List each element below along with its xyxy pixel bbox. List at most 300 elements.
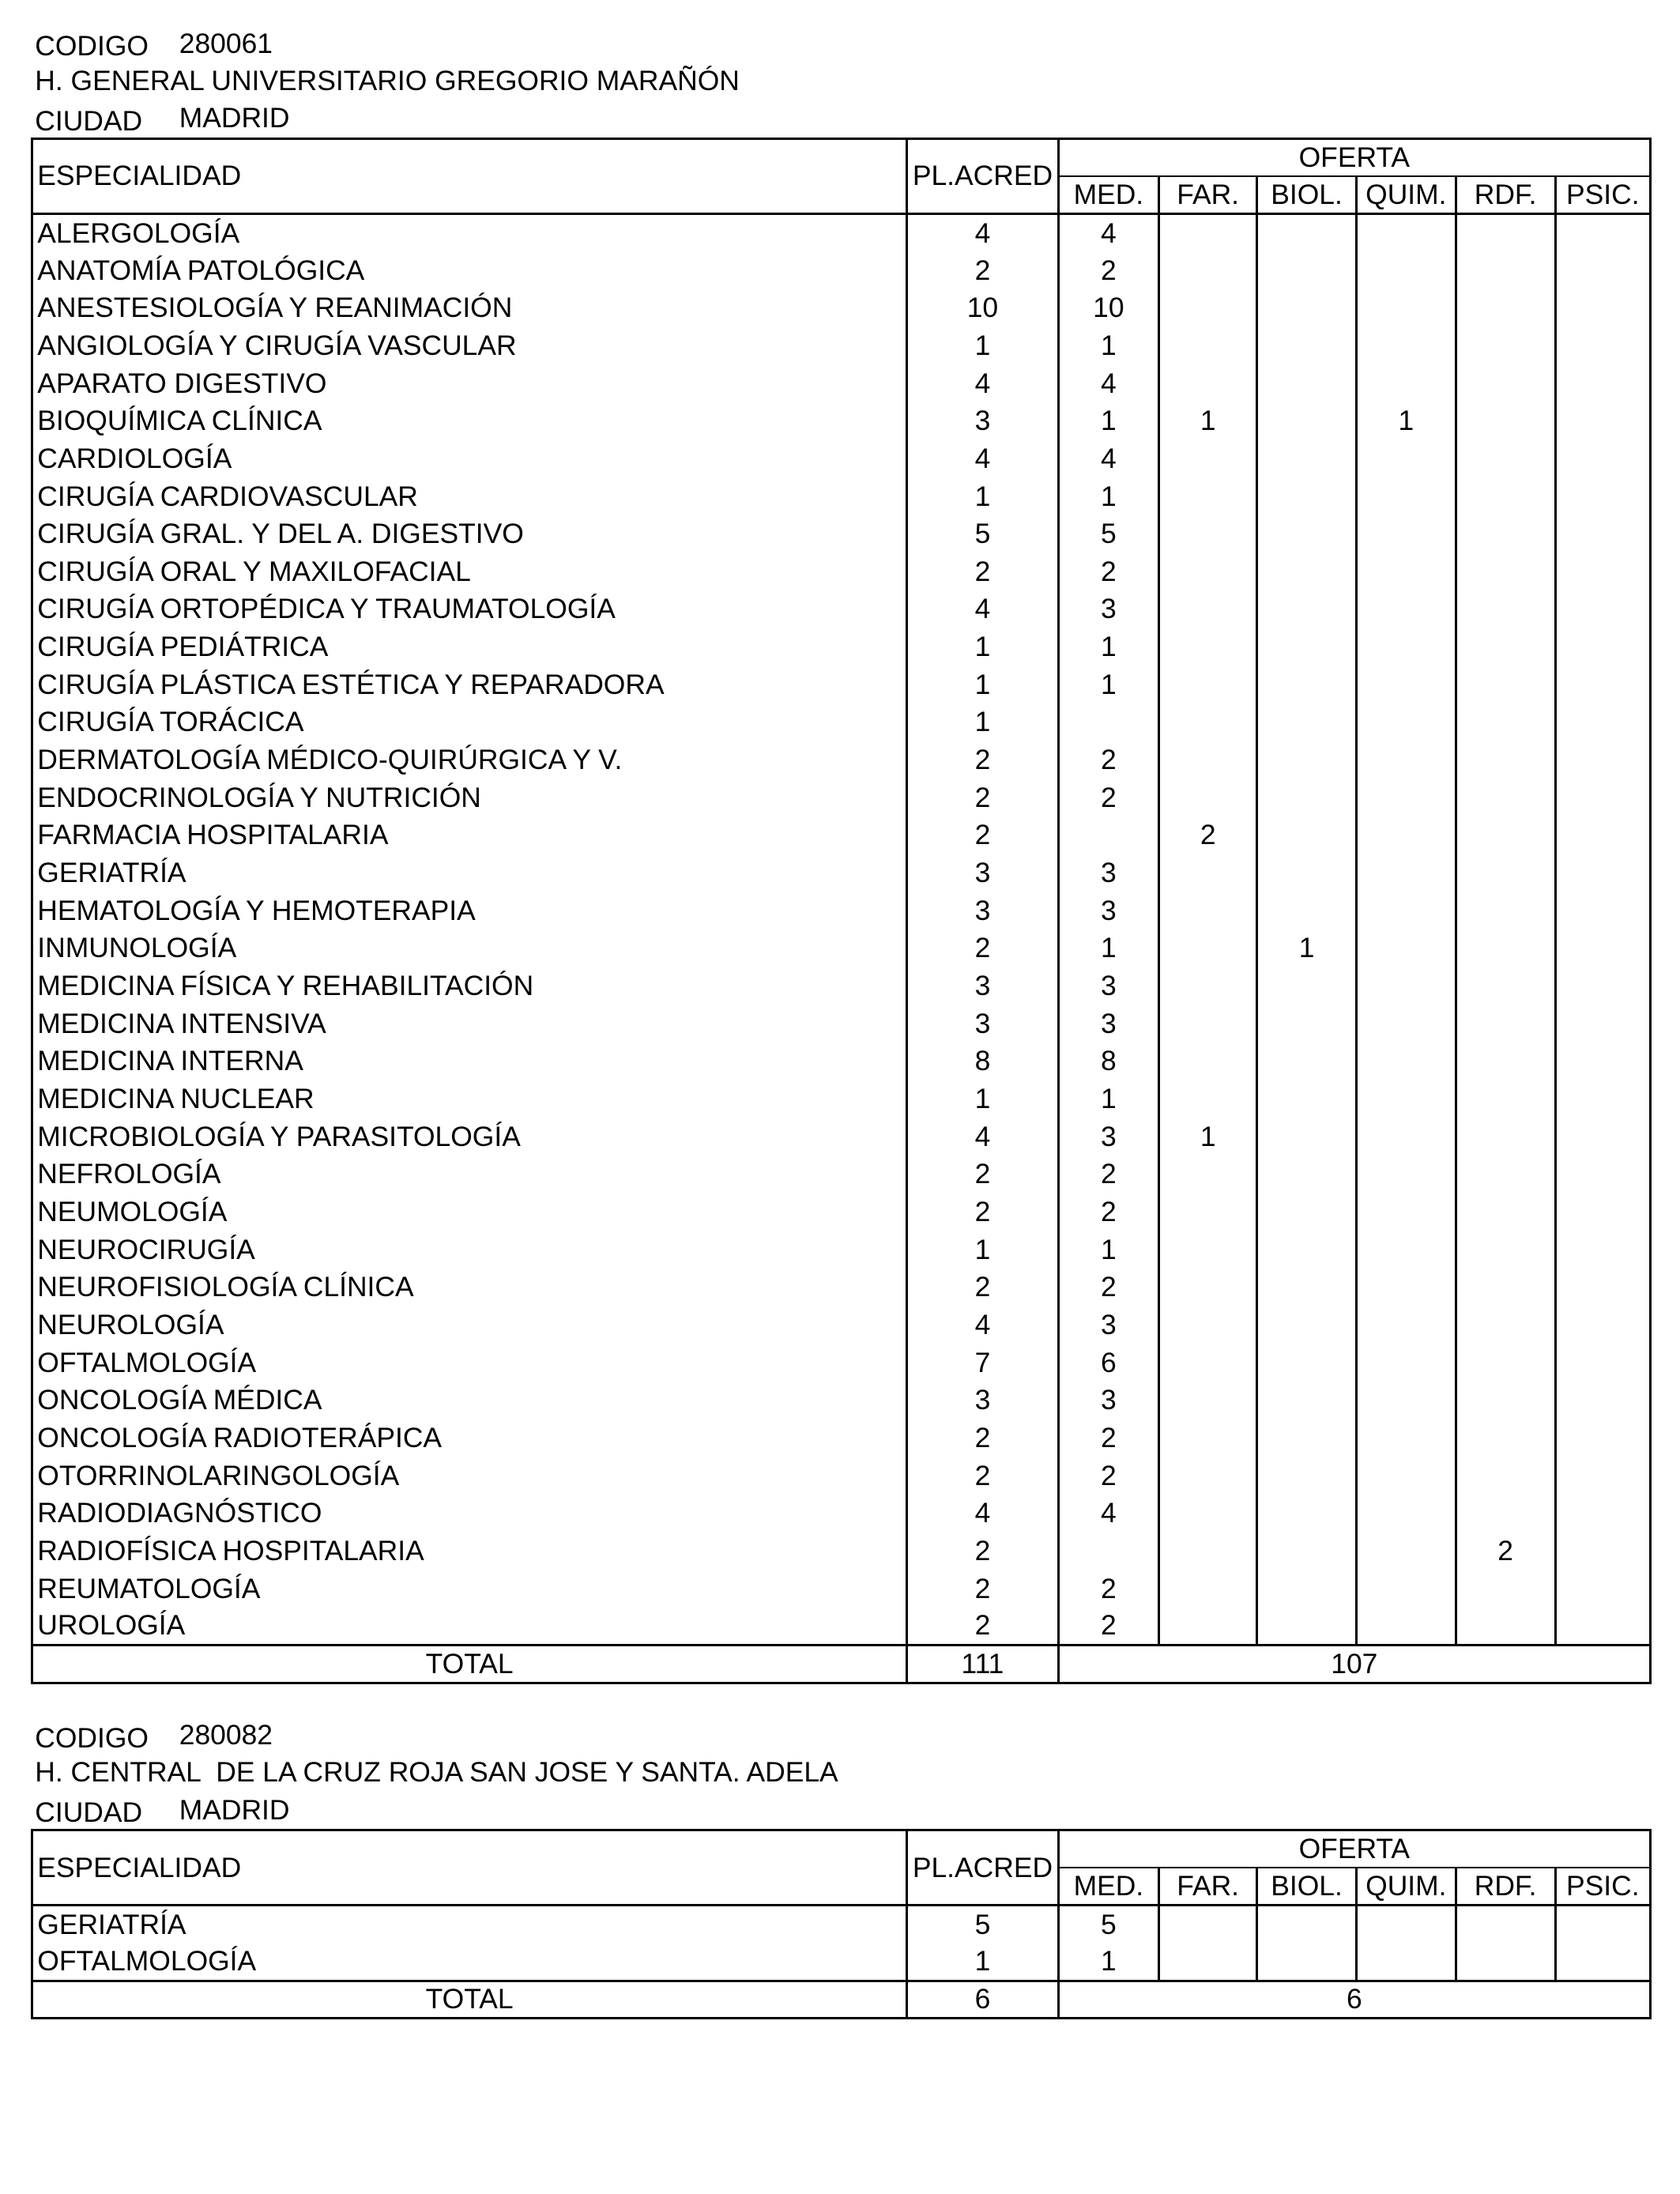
especialidad-cell: CIRUGÍA GRAL. Y DEL A. DIGESTIVO (37, 518, 524, 550)
med-cell: 5 (1058, 515, 1159, 553)
placred-cell: 5 (907, 1906, 1058, 1943)
table-row (32, 1269, 1650, 1306)
header-placred: PL.ACRED (907, 138, 1058, 213)
psic-cell (1555, 628, 1651, 666)
biol-cell (1257, 892, 1357, 929)
table-row (32, 892, 1650, 929)
quim-cell (1356, 929, 1456, 967)
quim-cell (1356, 214, 1456, 252)
rdf-cell (1456, 515, 1555, 553)
especialidad-cell: CARDIOLOGÍA (37, 442, 232, 474)
quim-cell: 1 (1356, 402, 1456, 440)
table-row (32, 1042, 1650, 1080)
psic-cell (1555, 1532, 1651, 1570)
psic-cell (1555, 1118, 1651, 1155)
biol-cell (1257, 1005, 1357, 1042)
psic-cell (1555, 1906, 1651, 1943)
quim-cell (1356, 289, 1456, 327)
table-row (32, 1943, 1650, 1981)
placred-cell: 2 (907, 1419, 1058, 1457)
rdf-cell (1456, 1344, 1555, 1382)
especialidad-cell: MEDICINA FÍSICA Y REHABILITACIÓN (37, 970, 534, 1002)
placred-cell: 2 (907, 251, 1058, 289)
rdf-cell (1456, 1118, 1555, 1155)
placred-cell: 10 (907, 289, 1058, 327)
especialidad-cell: NEUROFISIOLOGÍA CLÍNICA (37, 1271, 414, 1303)
placred-cell: 3 (907, 892, 1058, 929)
table-row (32, 967, 1650, 1005)
table-row (32, 477, 1650, 515)
rdf-cell (1456, 1155, 1555, 1193)
rdf-cell (1456, 214, 1555, 252)
far-cell (1159, 440, 1257, 478)
biol-cell (1257, 1118, 1357, 1155)
table-row (32, 1419, 1650, 1457)
placred-cell: 4 (907, 364, 1058, 402)
med-cell (1058, 1532, 1159, 1570)
far-cell (1159, 1943, 1257, 1981)
especialidad-cell: ANESTESIOLOGÍA Y REANIMACIÓN (37, 292, 513, 324)
rdf-cell (1456, 628, 1555, 666)
quim-cell (1356, 1005, 1456, 1042)
rdf-cell (1456, 1005, 1555, 1042)
placred-cell: 8 (907, 1042, 1058, 1080)
far-cell (1159, 1344, 1257, 1382)
far-cell (1159, 1155, 1257, 1193)
especialidad-cell: INMUNOLOGÍA (37, 932, 237, 964)
quim-cell (1356, 967, 1456, 1005)
far-cell (1159, 552, 1257, 590)
med-cell: 2 (1058, 552, 1159, 590)
rdf-cell (1456, 289, 1555, 327)
rdf-cell (1456, 1193, 1555, 1231)
placred-cell: 2 (907, 778, 1058, 816)
placred-cell: 3 (907, 402, 1058, 440)
far-cell (1159, 854, 1257, 892)
especialidad-cell: CIRUGÍA ORTOPÉDICA Y TRAUMATOLOGÍA (37, 593, 616, 625)
placred-cell: 1 (907, 1080, 1058, 1118)
especialidad-cell: OTORRINOLARINGOLOGÍA (37, 1459, 400, 1491)
especialidad-cell: REUMATOLOGÍA (37, 1572, 261, 1604)
specialties-table (31, 138, 1652, 1684)
biol-cell (1257, 1608, 1357, 1646)
total-oferta: 107 (1058, 1646, 1650, 1683)
codigo-value: 280061 (179, 27, 273, 59)
med-cell: 8 (1058, 1042, 1159, 1080)
especialidad-cell: FARMACIA HOSPITALARIA (37, 819, 389, 851)
rdf-cell (1456, 552, 1555, 590)
table-row (32, 214, 1650, 252)
far-cell (1159, 628, 1257, 666)
header-med: MED. (1058, 1868, 1159, 1906)
placred-cell: 1 (907, 628, 1058, 666)
psic-cell (1555, 703, 1651, 741)
header-especialidad: ESPECIALIDAD (32, 138, 906, 213)
header-rdf: RDF. (1456, 1868, 1555, 1906)
quim-cell (1356, 552, 1456, 590)
especialidad-cell: ALERGOLOGÍA (37, 217, 240, 249)
table-row (32, 1382, 1650, 1419)
placred-cell: 1 (907, 477, 1058, 515)
rdf-cell (1456, 590, 1555, 628)
rdf-cell (1456, 703, 1555, 741)
biol-cell (1257, 1042, 1357, 1080)
quim-cell (1356, 703, 1456, 741)
especialidad-cell: NEUROCIRUGÍA (37, 1233, 255, 1265)
table-row (32, 741, 1650, 779)
table-row (32, 289, 1650, 327)
quim-cell (1356, 741, 1456, 779)
ciudad-label: CIUDAD (35, 105, 143, 137)
med-cell (1058, 703, 1159, 741)
quim-cell (1356, 1457, 1456, 1495)
table-row (32, 929, 1650, 967)
psic-cell (1555, 1042, 1651, 1080)
psic-cell (1555, 251, 1651, 289)
table-row (32, 1155, 1650, 1193)
biol-cell (1257, 741, 1357, 779)
psic-cell (1555, 515, 1651, 553)
psic-cell (1555, 967, 1651, 1005)
biol-cell (1257, 1080, 1357, 1118)
med-cell: 1 (1058, 665, 1159, 703)
table-row (32, 1231, 1650, 1269)
psic-cell (1555, 289, 1651, 327)
med-cell: 6 (1058, 1344, 1159, 1382)
especialidad-cell: ENDOCRINOLOGÍA Y NUTRICIÓN (37, 781, 481, 813)
especialidad-cell: DERMATOLOGÍA MÉDICO-QUIRÚRGICA Y V. (37, 744, 623, 776)
biol-cell (1257, 1269, 1357, 1306)
header-far: FAR. (1159, 176, 1257, 214)
placred-cell: 2 (907, 552, 1058, 590)
rdf-cell (1456, 1943, 1555, 1981)
placred-cell: 2 (907, 1193, 1058, 1231)
psic-cell (1555, 1193, 1651, 1231)
biol-cell (1257, 967, 1357, 1005)
placred-cell: 1 (907, 327, 1058, 365)
med-cell: 2 (1058, 1193, 1159, 1231)
quim-cell (1356, 1943, 1456, 1981)
rdf-cell (1456, 1382, 1555, 1419)
placred-cell: 1 (907, 665, 1058, 703)
hospital-name: H. CENTRAL DE LA CRUZ ROJA SAN JOSE Y SANTA. ADELA (35, 1756, 838, 1789)
hospital-name: H. GENERAL UNIVERSITARIO GREGORIO MARAÑÓN (35, 65, 740, 97)
med-cell: 3 (1058, 1118, 1159, 1155)
med-cell: 5 (1058, 1906, 1159, 1943)
med-cell: 2 (1058, 778, 1159, 816)
biol-cell (1257, 477, 1357, 515)
quim-cell (1356, 854, 1456, 892)
med-cell: 4 (1058, 364, 1159, 402)
header-far: FAR. (1159, 1868, 1257, 1906)
placred-cell: 2 (907, 1155, 1058, 1193)
header-med: MED. (1058, 176, 1159, 214)
far-cell (1159, 251, 1257, 289)
biol-cell (1257, 1306, 1357, 1344)
rdf-cell (1456, 1306, 1555, 1344)
psic-cell (1555, 929, 1651, 967)
med-cell: 2 (1058, 1269, 1159, 1306)
quim-cell (1356, 1419, 1456, 1457)
psic-cell (1555, 1344, 1651, 1382)
header-especialidad: ESPECIALIDAD (32, 1830, 906, 1905)
placred-cell: 3 (907, 1382, 1058, 1419)
med-cell: 1 (1058, 1231, 1159, 1269)
far-cell (1159, 1906, 1257, 1943)
psic-cell (1555, 1943, 1651, 1981)
codigo-value: 280082 (179, 1719, 273, 1751)
rdf-cell (1456, 327, 1555, 365)
biol-cell (1257, 1943, 1357, 1981)
table-row (32, 251, 1650, 289)
quim-cell (1356, 1382, 1456, 1419)
placred-cell: 4 (907, 1495, 1058, 1532)
quim-cell (1356, 327, 1456, 365)
ciudad-label: CIUDAD (35, 1796, 143, 1829)
med-cell: 1 (1058, 929, 1159, 967)
header-quim: QUIM. (1356, 1868, 1456, 1906)
placred-cell: 2 (907, 741, 1058, 779)
table-row (32, 590, 1650, 628)
placred-cell: 3 (907, 1005, 1058, 1042)
placred-cell: 2 (907, 929, 1058, 967)
rdf-cell (1456, 929, 1555, 967)
table-row (32, 440, 1650, 478)
med-cell: 3 (1058, 854, 1159, 892)
far-cell (1159, 1193, 1257, 1231)
especialidad-cell: ANATOMÍA PATOLÓGICA (37, 254, 365, 286)
med-cell: 2 (1058, 1419, 1159, 1457)
header-psic: PSIC. (1555, 1868, 1651, 1906)
biol-cell (1257, 1570, 1357, 1608)
header-placred: PL.ACRED (907, 1830, 1058, 1905)
table-row (32, 1344, 1650, 1382)
far-cell (1159, 778, 1257, 816)
psic-cell (1555, 440, 1651, 478)
biol-cell (1257, 364, 1357, 402)
placred-cell: 5 (907, 515, 1058, 553)
biol-cell (1257, 628, 1357, 666)
med-cell: 2 (1058, 1457, 1159, 1495)
especialidad-cell: GERIATRÍA (37, 1908, 186, 1940)
quim-cell (1356, 1269, 1456, 1306)
especialidad-cell: RADIOFÍSICA HOSPITALARIA (37, 1534, 424, 1566)
far-cell (1159, 590, 1257, 628)
ciudad-line (31, 100, 1649, 137)
placred-cell: 1 (907, 1943, 1058, 1981)
psic-cell (1555, 1382, 1651, 1419)
far-cell (1159, 1495, 1257, 1532)
far-cell (1159, 1608, 1257, 1646)
rdf-cell (1456, 1495, 1555, 1532)
especialidad-cell: HEMATOLOGÍA Y HEMOTERAPIA (37, 894, 476, 926)
especialidad-cell: NEUMOLOGÍA (37, 1195, 228, 1227)
quim-cell (1356, 1118, 1456, 1155)
table-body (32, 214, 1650, 1646)
quim-cell (1356, 1080, 1456, 1118)
table-row (32, 364, 1650, 402)
far-cell (1159, 967, 1257, 1005)
psic-cell (1555, 477, 1651, 515)
table-row (32, 628, 1650, 666)
quim-cell (1356, 1155, 1456, 1193)
far-cell (1159, 1306, 1257, 1344)
far-cell: 1 (1159, 1118, 1257, 1155)
psic-cell (1555, 1269, 1651, 1306)
psic-cell (1555, 816, 1651, 854)
med-cell: 10 (1058, 289, 1159, 327)
far-cell: 1 (1159, 402, 1257, 440)
especialidad-cell: BIOQUÍMICA CLÍNICA (37, 405, 322, 437)
far-cell (1159, 1042, 1257, 1080)
rdf-cell (1456, 1231, 1555, 1269)
table-row (32, 778, 1650, 816)
header-oferta: OFERTA (1058, 138, 1650, 176)
far-cell (1159, 515, 1257, 553)
rdf-cell (1456, 440, 1555, 478)
especialidad-cell: APARATO DIGESTIVO (37, 367, 327, 399)
placred-cell: 7 (907, 1344, 1058, 1382)
med-cell: 2 (1058, 1608, 1159, 1646)
placred-cell: 4 (907, 1306, 1058, 1344)
psic-cell (1555, 1155, 1651, 1193)
especialidad-cell: RADIODIAGNÓSTICO (37, 1497, 322, 1529)
biol-cell (1257, 402, 1357, 440)
med-cell: 1 (1058, 1080, 1159, 1118)
med-cell: 1 (1058, 402, 1159, 440)
psic-cell (1555, 1457, 1651, 1495)
codigo-label: CODIGO (35, 30, 149, 62)
quim-cell (1356, 1344, 1456, 1382)
psic-cell (1555, 1080, 1651, 1118)
ciudad-line (31, 1792, 1649, 1829)
far-cell (1159, 1382, 1257, 1419)
header-biol: BIOL. (1257, 1868, 1357, 1906)
med-cell: 2 (1058, 1155, 1159, 1193)
codigo-line (31, 1717, 1649, 1754)
med-cell: 1 (1058, 327, 1159, 365)
far-cell (1159, 703, 1257, 741)
rdf-cell (1456, 1269, 1555, 1306)
table-row (32, 703, 1650, 741)
psic-cell (1555, 1495, 1651, 1532)
especialidad-cell: CIRUGÍA TORÁCICA (37, 706, 304, 738)
psic-cell (1555, 854, 1651, 892)
especialidad-cell: CIRUGÍA PLÁSTICA ESTÉTICA Y REPARADORA (37, 668, 665, 700)
table-row (32, 816, 1650, 854)
biol-cell (1257, 590, 1357, 628)
med-cell: 3 (1058, 1306, 1159, 1344)
rdf-cell (1456, 1570, 1555, 1608)
far-cell (1159, 1532, 1257, 1570)
table-row (32, 1306, 1650, 1344)
especialidad-cell: ONCOLOGÍA RADIOTERÁPICA (37, 1421, 443, 1453)
table-row (32, 1608, 1650, 1646)
header-quim: QUIM. (1356, 176, 1456, 214)
table-row (32, 327, 1650, 365)
med-cell: 3 (1058, 1382, 1159, 1419)
quim-cell (1356, 477, 1456, 515)
psic-cell (1555, 364, 1651, 402)
total-label: TOTAL (32, 1981, 906, 2019)
biol-cell (1257, 214, 1357, 252)
table-row (32, 1193, 1650, 1231)
far-cell (1159, 364, 1257, 402)
far-cell (1159, 892, 1257, 929)
biol-cell (1257, 1906, 1357, 1943)
med-cell (1058, 816, 1159, 854)
quim-cell (1356, 1570, 1456, 1608)
hospital-block-1 (31, 25, 1649, 1684)
far-cell (1159, 741, 1257, 779)
hospital-name-line (31, 1754, 1649, 1791)
rdf-cell (1456, 741, 1555, 779)
especialidad-cell: MEDICINA NUCLEAR (37, 1083, 315, 1114)
especialidad-cell: GERIATRÍA (37, 857, 186, 889)
placred-cell: 3 (907, 854, 1058, 892)
total-placred: 6 (907, 1981, 1058, 2019)
quim-cell (1356, 1495, 1456, 1532)
especialidad-cell: MEDICINA INTERNA (37, 1045, 303, 1077)
table-row (32, 1080, 1650, 1118)
psic-cell (1555, 590, 1651, 628)
psic-cell (1555, 1570, 1651, 1608)
especialidad-cell: CIRUGÍA ORAL Y MAXILOFACIAL (37, 555, 471, 587)
rdf-cell (1456, 251, 1555, 289)
psic-cell (1555, 741, 1651, 779)
far-cell (1159, 1231, 1257, 1269)
biol-cell (1257, 515, 1357, 553)
rdf-cell (1456, 892, 1555, 929)
psic-cell (1555, 892, 1651, 929)
far-cell (1159, 1419, 1257, 1457)
especialidad-cell: NEFROLOGÍA (37, 1158, 221, 1190)
biol-cell (1257, 1231, 1357, 1269)
psic-cell (1555, 1231, 1651, 1269)
placred-cell: 2 (907, 1608, 1058, 1646)
especialidad-cell: NEUROLOGÍA (37, 1308, 224, 1340)
psic-cell (1555, 1306, 1651, 1344)
med-cell: 4 (1058, 214, 1159, 252)
biol-cell (1257, 1193, 1357, 1231)
biol-cell: 1 (1257, 929, 1357, 967)
med-cell: 2 (1058, 1570, 1159, 1608)
total-placred: 111 (907, 1646, 1058, 1683)
med-cell: 4 (1058, 440, 1159, 478)
psic-cell (1555, 665, 1651, 703)
table-row (32, 402, 1650, 440)
placred-cell: 3 (907, 967, 1058, 1005)
far-cell (1159, 665, 1257, 703)
med-cell: 4 (1058, 1495, 1159, 1532)
codigo-label: CODIGO (35, 1721, 149, 1754)
rdf-cell (1456, 854, 1555, 892)
especialidad-cell: OFTALMOLOGÍA (37, 1945, 257, 1977)
quim-cell (1356, 1532, 1456, 1570)
psic-cell (1555, 778, 1651, 816)
rdf-cell (1456, 967, 1555, 1005)
med-cell: 3 (1058, 590, 1159, 628)
rdf-cell (1456, 1080, 1555, 1118)
biol-cell (1257, 816, 1357, 854)
table-row (32, 1495, 1650, 1532)
rdf-cell (1456, 665, 1555, 703)
far-cell (1159, 477, 1257, 515)
biol-cell (1257, 1344, 1357, 1382)
especialidad-cell: ANGIOLOGÍA Y CIRUGÍA VASCULAR (37, 329, 517, 361)
quim-cell (1356, 364, 1456, 402)
table-row (32, 552, 1650, 590)
